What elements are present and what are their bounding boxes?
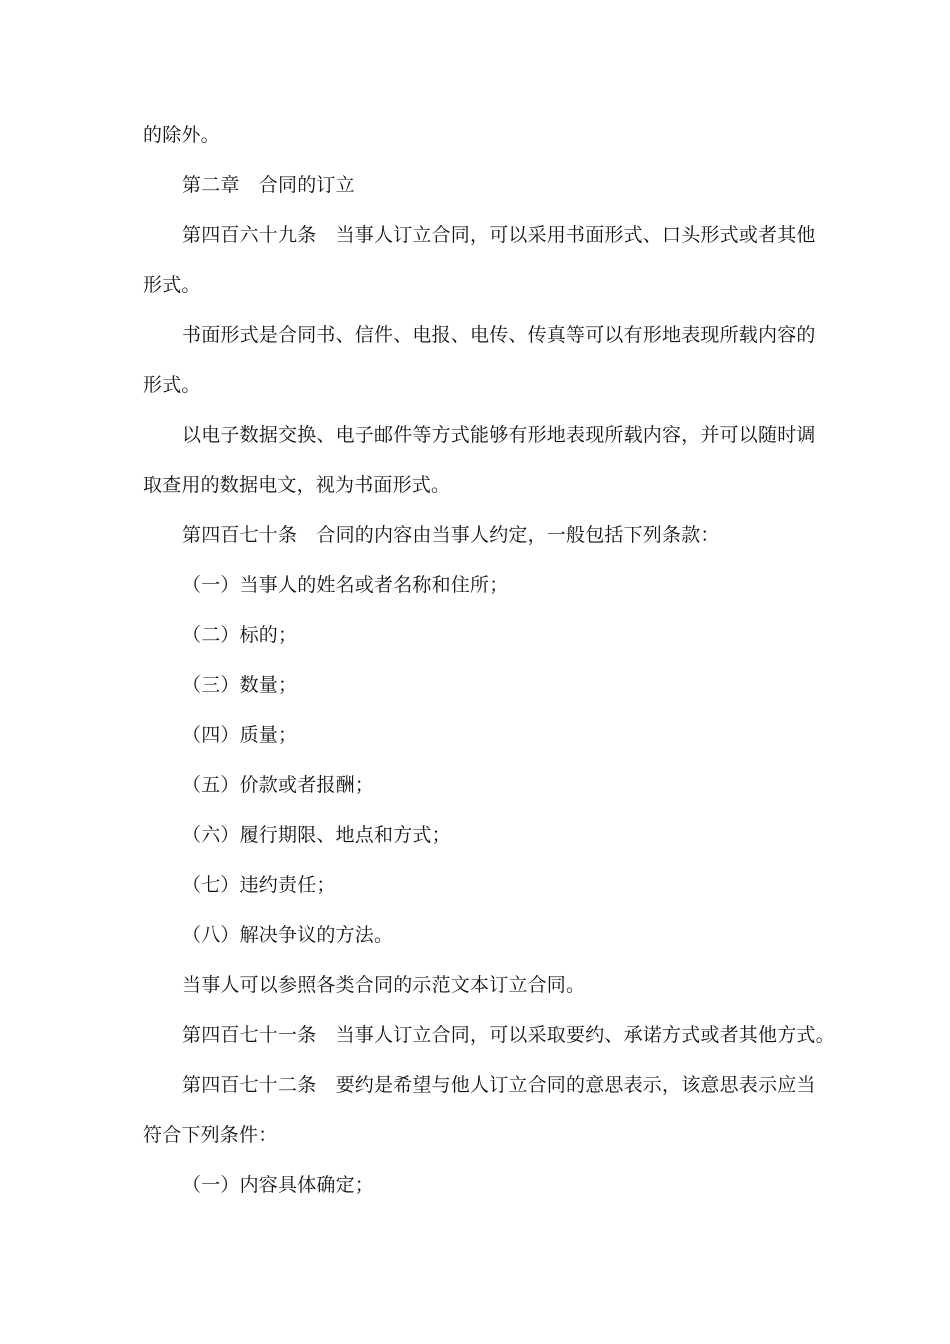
list-item-472-1: （一）内容具体确定； (182, 1174, 375, 1196)
list-item-6: （六）履行期限、地点和方式； (182, 824, 451, 846)
text-line-21: 符合下列条件： (143, 1124, 278, 1146)
list-item-5: （五）价款或者报酬； (182, 774, 375, 796)
list-item-1: （一）当事人的姓名或者名称和住所； (182, 574, 509, 596)
text-line-6: 形式。 (143, 374, 201, 396)
article-471: 第四百七十一条 当事人订立合同，可以采取要约、承诺方式或者其他方式。 (182, 1024, 835, 1046)
article-472: 第四百七十二条 要约是希望与他人订立合同的意思表示，该意思表示应当 (182, 1074, 816, 1096)
text-line-5: 书面形式是合同书、信件、电报、电传、传真等可以有形地表现所载内容的 (182, 324, 816, 346)
text-line-8: 取查用的数据电文，视为书面形式。 (143, 474, 451, 496)
list-item-4: （四）质量； (182, 724, 298, 746)
text-line-18: 当事人可以参照各类合同的示范文本订立合同。 (182, 974, 586, 996)
chapter-heading: 第二章 合同的订立 (182, 174, 355, 196)
article-469: 第四百六十九条 当事人订立合同，可以采用书面形式、口头形式或者其他 (182, 224, 816, 246)
text-line-1: 的除外。 (143, 124, 220, 146)
article-470: 第四百七十条 合同的内容由当事人约定，一般包括下列条款： (182, 524, 720, 546)
list-item-8: （八）解决争议的方法。 (182, 924, 394, 946)
list-item-3: （三）数量； (182, 674, 298, 696)
list-item-7: （七）违约责任； (182, 874, 336, 896)
text-line-7: 以电子数据交换、电子邮件等方式能够有形地表现所载内容，并可以随时调 (182, 424, 816, 446)
text-line-4: 形式。 (143, 274, 201, 296)
list-item-2: （二）标的； (182, 624, 298, 646)
